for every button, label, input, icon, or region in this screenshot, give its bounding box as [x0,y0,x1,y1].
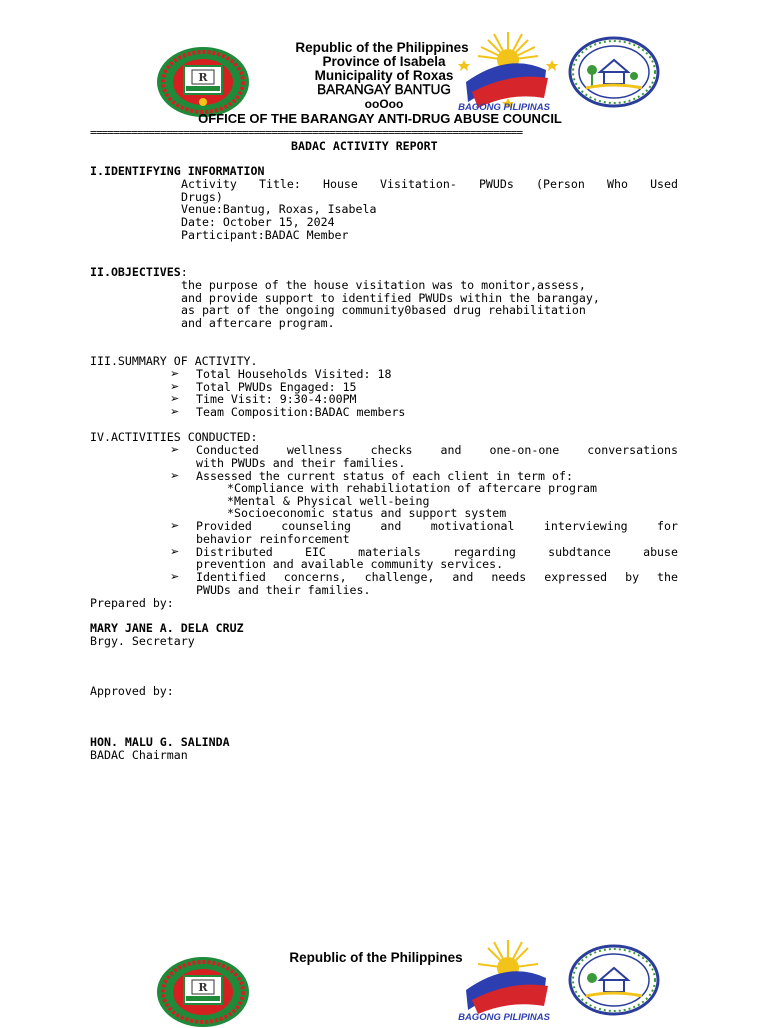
activity-sub-item-3: *Socioeconomic status and support system [227,506,507,520]
activity-title-line2: Drugs) [181,190,223,204]
activity-bullet-2-line1: Assessed the current status of each client in term of: [196,469,573,483]
bagong-pilipinas-caption: BAGONG PILIPINAS [458,102,550,113]
office-title: OFFICE OF THE BARANGAY ANTI-DRUG ABUSE COUNCIL [198,111,562,126]
bagong-pilipinas-logo-icon [458,938,558,1016]
section-objectives-heading [90,266,188,279]
barangay-bantug-seal-icon [568,944,660,1016]
approved-by-name: HON. MALU G. SALINDA [90,735,230,749]
next-page-republic-line: Republic of the Philippines [289,950,463,965]
bullet-arrow-icon: ➢ [170,405,180,418]
venue-line: Venue:Bantug, Roxas, Isabela [181,202,377,216]
bullet-arrow-icon: ➢ [170,392,180,405]
republic-line: Republic of the Philippines [295,40,469,55]
objectives-line-3: as part of the ongoing community0based drug rehabilitation [181,303,586,317]
activity-bullet-4-line1: Distributed EIC materials regarding subdtance abuse [196,545,678,559]
objectives-colon: : [180,265,188,279]
activity-title-line1: Activity Title: House Visitation- PWUDs (Person Who Used [181,177,678,191]
approved-by-label: Approved by: [90,684,174,698]
next-page-bagong-pilipinas-caption: BAGONG PILIPINAS [458,1012,550,1023]
objectives-line-1: the purpose of the house visitation was to monitor,assess, [181,278,586,292]
bullet-arrow-icon: ➢ [170,519,180,532]
activity-bullet-1-line2: with PWUDs and their families. [196,456,406,470]
activity-bullet-3-line1: Provided counseling and motivational interviewing for [196,519,678,533]
objectives-line-2: and provide support to identified PWUDs within the barangay, [181,291,600,305]
municipality-line: Municipality of Roxas [314,68,454,83]
svg-text:R: R [198,981,208,994]
province-line: Province of Isabela [322,54,446,69]
section-identifying-heading: I.IDENTIFYING INFORMATION [90,164,265,178]
objectives-heading-text: II.OBJECTIVES [90,265,181,279]
bullet-arrow-icon: ➢ [170,443,180,456]
bullet-arrow-icon: ➢ [170,469,180,482]
bullet-arrow-icon: ➢ [170,570,180,583]
municipal-seal-icon [156,956,250,1028]
ornament-line: ooOoo [364,97,404,111]
date-line: Date: October 15, 2024 [181,215,335,229]
participant-line: Participant:BADAC Member [181,228,349,242]
bullet-arrow-icon: ➢ [170,545,180,558]
activity-bullet-1-line1: Conducted wellness checks and one-on-one conversations [196,443,678,457]
activity-sub-item-1: *Compliance with rehabiliotation of aftercare program [227,481,597,495]
prepared-by-name: MARY JANE A. DELA CRUZ [90,621,244,635]
summary-item-pwuds: Total PWUDs Engaged: 15 [196,380,357,394]
activity-bullet-3-line2: behavior reinforcement [196,532,350,546]
activity-bullet-5-line1: Identified concerns, challenge, and needs expressed by the [196,570,678,584]
activity-bullet-4-line2: prevention and available community services. [196,557,504,571]
activity-sub-item-2: *Mental & Physical well-being [227,494,430,508]
summary-item-team: Team Composition:BADAC members [196,405,406,419]
summary-item-households: Total Households Visited: 18 [196,367,392,381]
section-summary-heading: III.SUMMARY OF ACTIVITY. [90,354,258,368]
bullet-arrow-icon: ➢ [170,367,180,380]
summary-item-time: Time Visit: 9:30-4:00PM [196,392,357,406]
barangay-line: BARANGAY BANTUG [317,82,451,97]
prepared-by-label: Prepared by: [90,596,174,610]
objectives-line-4: and aftercare program. [181,316,335,330]
section-activities-heading: IV.ACTIVITIES CONDUCTED: [90,430,258,444]
svg-text:R: R [198,71,208,84]
prepared-by-title: Brgy. Secretary [90,634,195,648]
bullet-arrow-icon: ➢ [170,380,180,393]
activity-bullet-5-line2: PWUDs and their families. [196,583,371,597]
approved-by-title: BADAC Chairman [90,748,188,762]
report-title: BADAC ACTIVITY REPORT [291,139,438,153]
header-divider: ========================================================================== [90,126,523,139]
